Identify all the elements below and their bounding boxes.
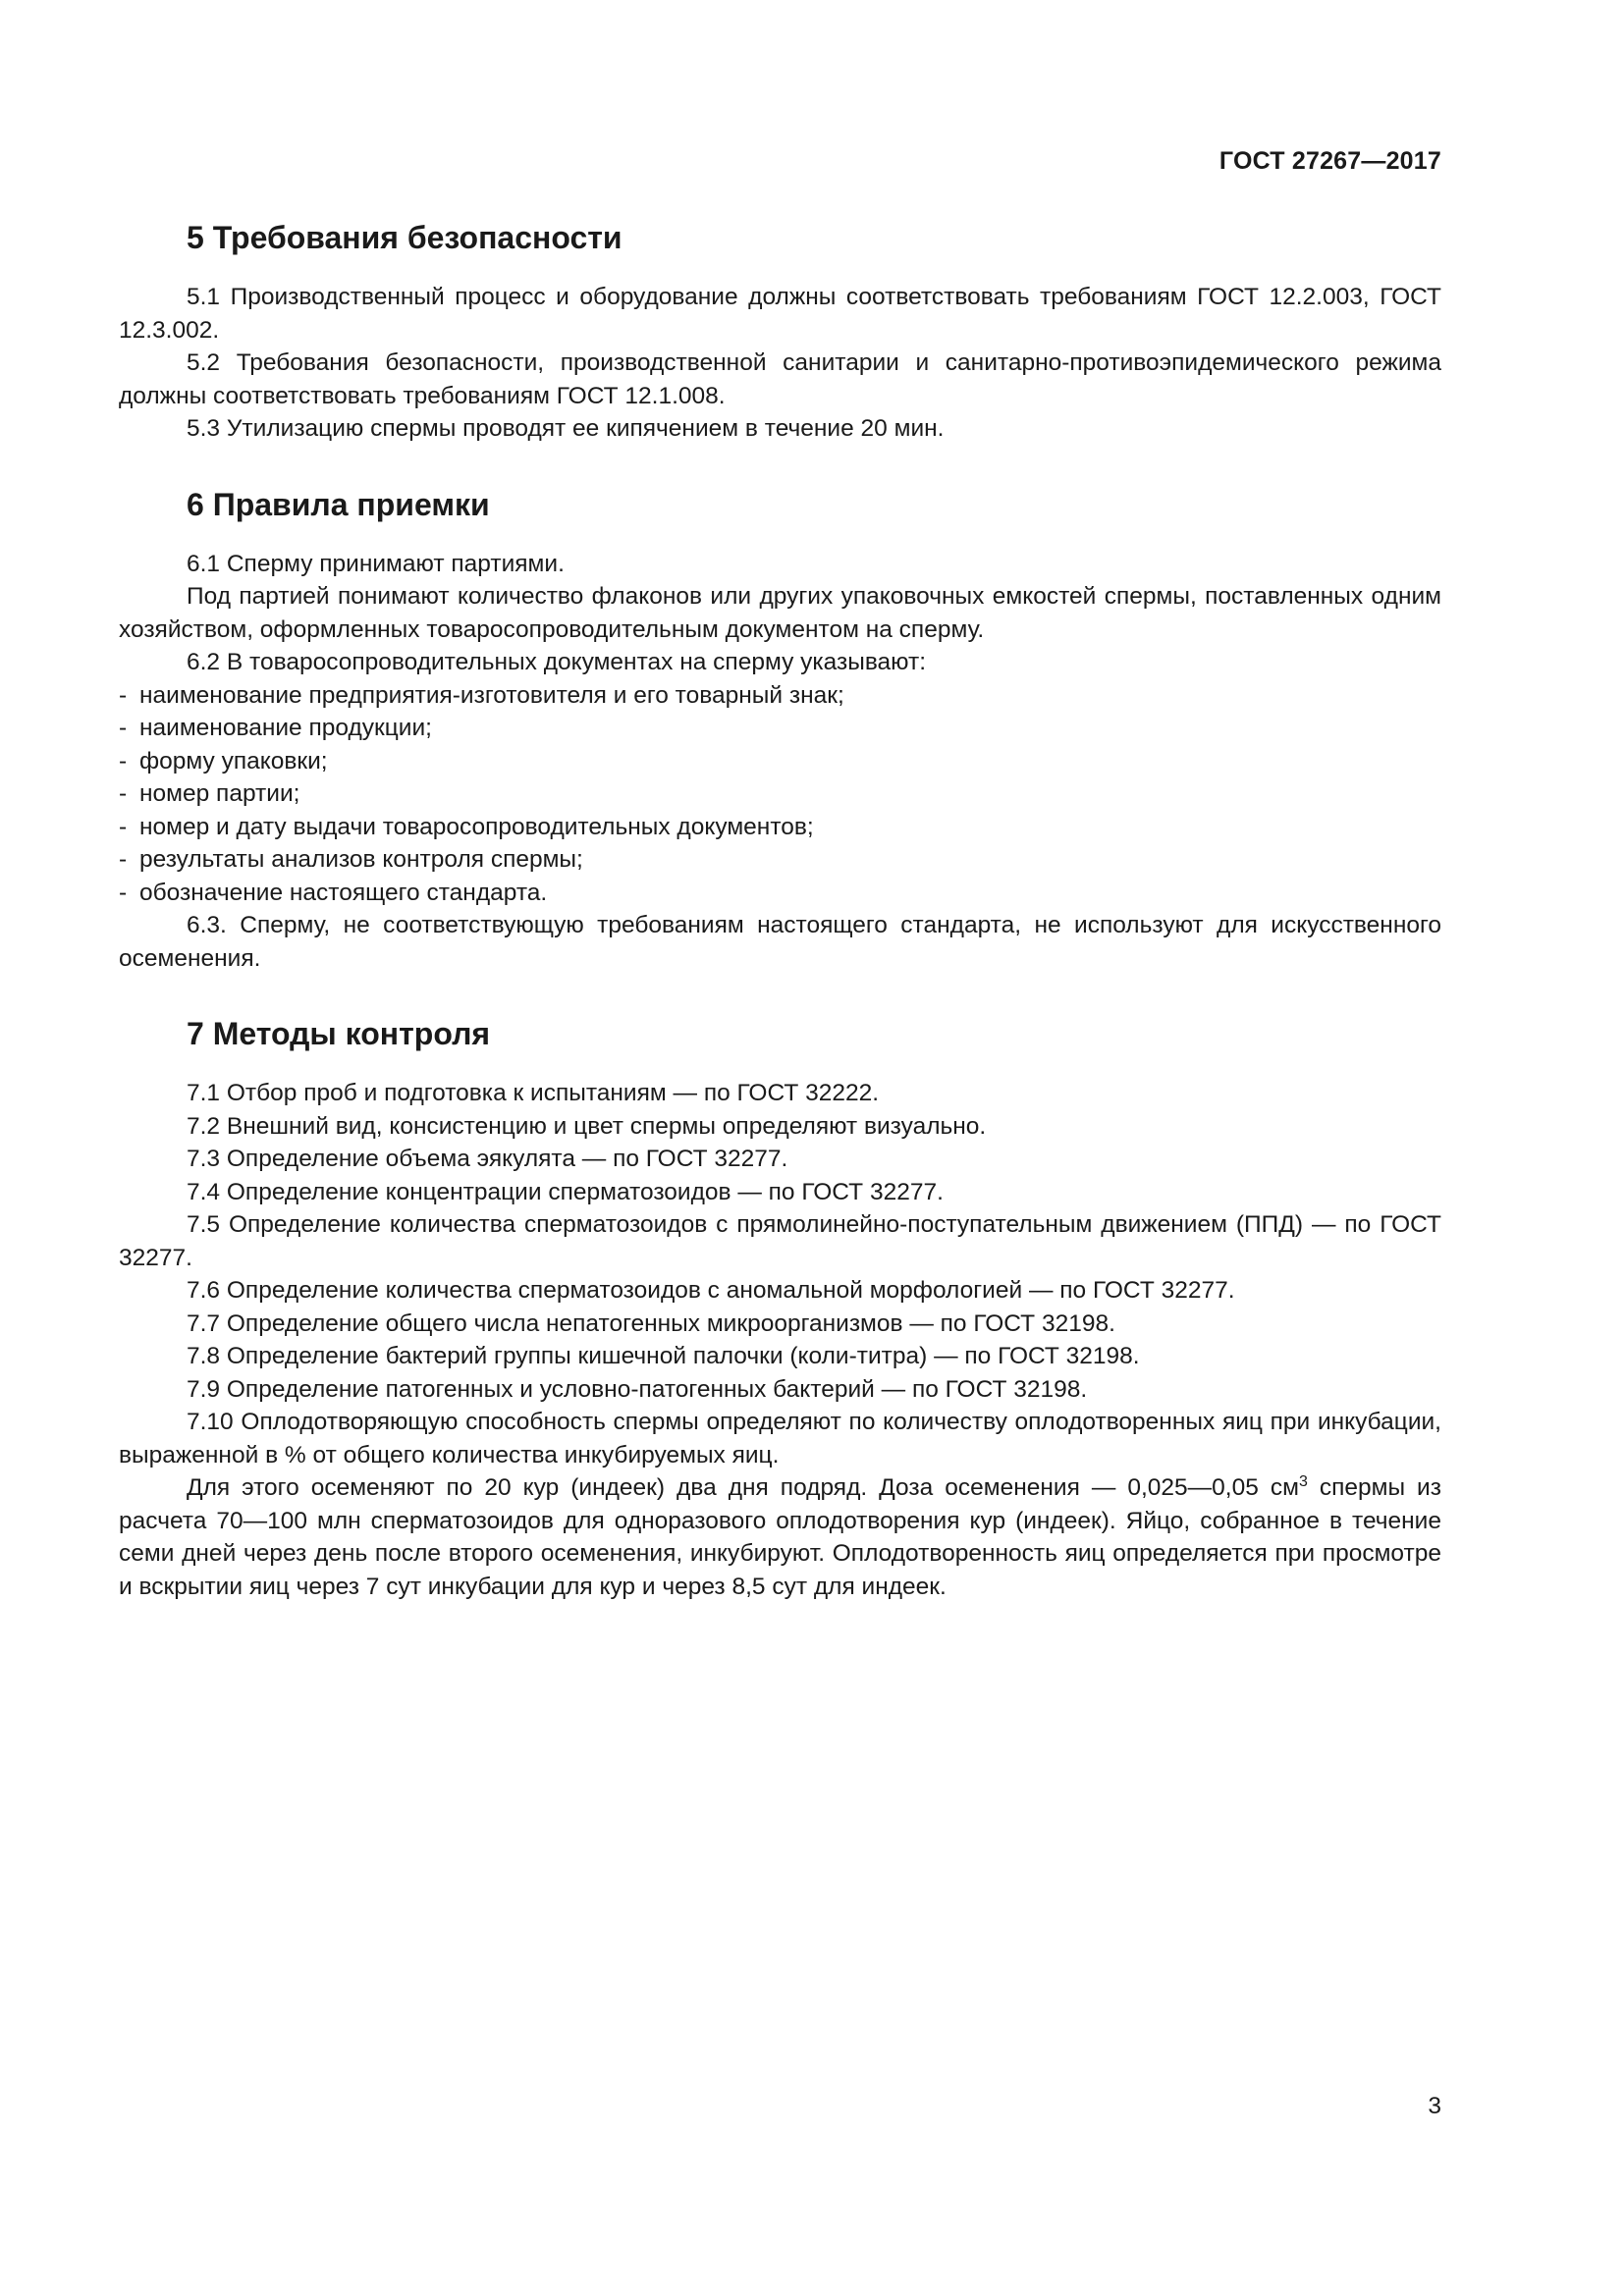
document-code: ГОСТ 27267—2017 (1218, 147, 1441, 175)
paragraph-5-3: 5.3 Утилизацию спермы проводят ее кипячением в течение 20 мин. (187, 415, 945, 442)
paragraph-7-4: 7.4 Определение концентрации сперматозоидов — по ГОСТ 32277. (187, 1178, 944, 1205)
list-marker: - (119, 681, 128, 709)
section-7-title: 7 Методы контроля (187, 1016, 491, 1051)
list-marker: - (119, 715, 128, 741)
list-item: - наименование продукции; (119, 712, 1441, 745)
list-item: - номер и дату выдачи товаросопроводительных документов; (119, 811, 1441, 844)
paragraph-7-9: 7.9 Определение патогенных и условно-патогенных бактерий — по ГОСТ 32198. (187, 1375, 1088, 1403)
list-marker: - (119, 747, 128, 774)
paragraph-6-1: 6.1 Сперму принимают партиями. (187, 550, 565, 577)
page-number: 3 (1428, 2093, 1441, 2119)
paragraph-7-8: 7.8 Определение бактерий группы кишечной палочки (коли-титра) — по ГОСТ 32198. (187, 1343, 1140, 1369)
list-marker: - (119, 846, 128, 873)
paragraph-6-1-lot: Под партией понимают количество флаконов или других упаковочных емкостей спермы, поставленных одним хозяйством, оформленных товаросопроводительным документом на сперму. (119, 583, 1441, 643)
paragraph-7-6: 7.6 Определение количества сперматозоидов с аномальной морфологией — по ГОСТ 32277. (187, 1277, 1235, 1304)
list-item: - наименование предприятия-изготовителя и его товарный знак; (119, 679, 1441, 713)
section-5-title: 5 Требования безопасности (187, 220, 623, 255)
paragraph-7-2: 7.2 Внешний вид, консистенцию и цвет спермы определяют визуально. (187, 1112, 987, 1140)
paragraph-7-10: 7.10 Оплодотворяющую способность спермы определяют по количеству оплодотворенных яиц при инкубации, выраженной в % от общего количества инкубируемых яиц. (119, 1409, 1441, 1468)
list-marker: - (119, 879, 128, 906)
list-marker: - (119, 813, 128, 840)
paragraph-7-7: 7.7 Определение общего числа непатогенных микроорганизмов — по ГОСТ 32198. (187, 1309, 1115, 1337)
document-body (119, 218, 1441, 1603)
paragraph-7-10-procedure: Для этого осеменяют по 20 кур (индеек) два дня подряд. Доза осеменения — 0,025—0,05 $см^3$ спермы из расчета 70—100 млн сперматозоидов для одноразового оплодотворения кур (индеек). Яйцо, собранное в течение семи дней через день после второго осеменения, инкубируют. Оплодотворенность яиц определяется при просмотре и вскрытии яиц через 7 сут инкубации для кур и через 8,5 сут для индеек. (119, 1472, 1441, 1600)
list-item: - номер партии; (119, 777, 1441, 811)
paragraph-7-5: 7.5 Определение количества сперматозоидов с прямолинейно-поступательным движением (ППД) — по ГОСТ 32277. (119, 1211, 1441, 1271)
list-item: - форму упаковки; (119, 745, 1441, 778)
paragraph-6-2: 6.2 В товаросопроводительных документах на сперму указывают: (187, 649, 927, 675)
paragraph-7-3: 7.3 Определение объема эякулята — по ГОСТ 32277. (187, 1146, 788, 1172)
paragraph-7-1: 7.1 Отбор проб и подготовка к испытаниям — по ГОСТ 32222. (187, 1080, 880, 1106)
paragraph-6-3: 6.3. Сперму, не соответствующую требованиям настоящего стандарта, не используют для искусственного осеменения. (119, 912, 1441, 972)
list-marker: - (119, 780, 128, 807)
section-6-title: 6 Правила приемки (187, 486, 490, 522)
shipping-documents-list (119, 679, 1441, 910)
list-item: - результаты анализов контроля спермы; (119, 843, 1441, 877)
list-item: - обозначение настоящего стандарта. (119, 877, 1441, 910)
paragraph-5-2: 5.2 Требования безопасности, производственной санитарии и санитарно-противоэпидемического режима должны соответствовать требованиям ГОСТ 12.1.008. (119, 349, 1441, 409)
cubic-superscript: 3 (1298, 1472, 1308, 1490)
paragraph-5-1: 5.1 Производственный процесс и оборудование должны соответствовать требованиям ГОСТ 12.2.003, ГОСТ 12.3.002. (119, 284, 1441, 344)
